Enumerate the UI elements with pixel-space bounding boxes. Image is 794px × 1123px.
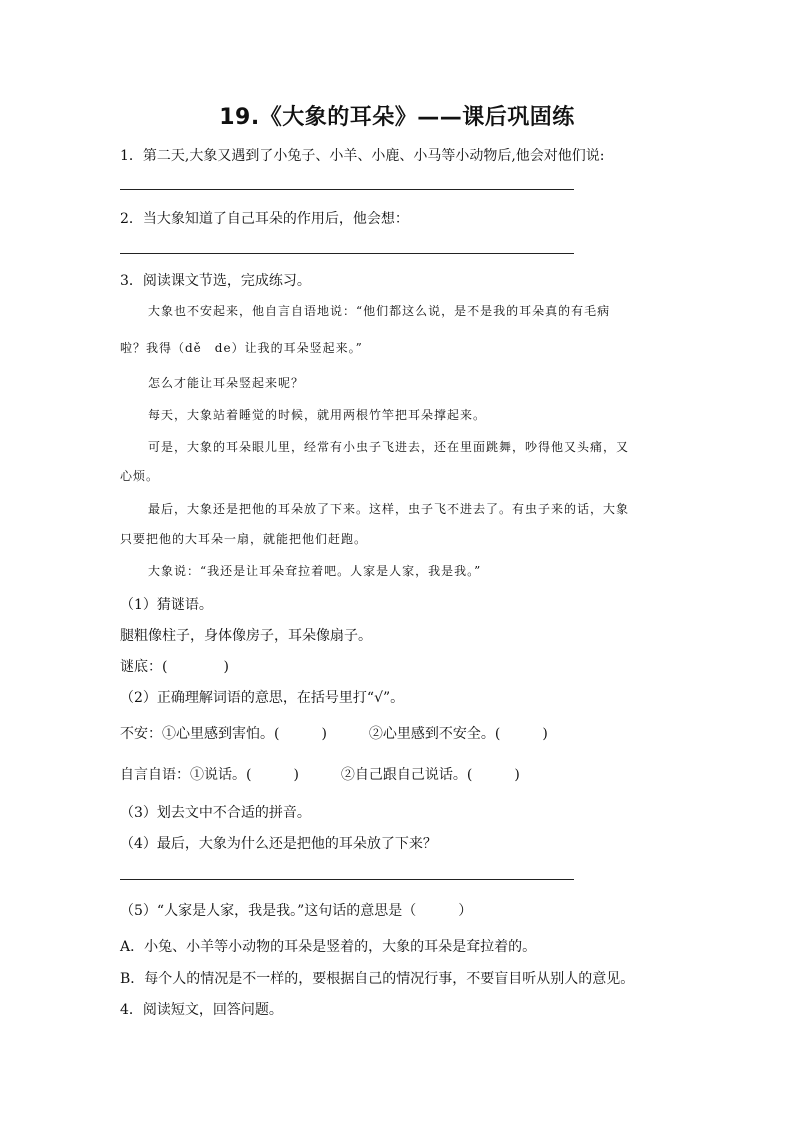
passage-paragraph-1-line-2: 啦？我得（dě de）让我的耳朵竖起来。” (120, 341, 363, 355)
word-meaning-row-ziyanziyu[interactable]: 自言自语：①说话。( ) ②自己跟自己说话。( ) (120, 767, 520, 783)
riddle-text: 腿粗像柱子，身体像房子，耳朵像扇子。 (120, 628, 372, 644)
answer-line-2[interactable] (120, 253, 574, 254)
word-meaning-row-buan[interactable]: 不安：①心里感到害怕。( ) ②心里感到不安全。( ) (120, 726, 548, 742)
sub-question-3: （3）划去文中不合适的拼音。 (120, 805, 311, 821)
passage-paragraph-4-line-2: 心烦。 (120, 469, 160, 483)
passage-paragraph-5-line-2: 只要把他的大耳朵一扇，就能把他们赶跑。 (120, 532, 368, 546)
answer-line-4[interactable] (120, 879, 574, 880)
sub-question-1-heading: （1）猜谜语。 (120, 597, 213, 613)
sub-question-2-heading: （2）正确理解词语的意思，在括号里打“√”。 (120, 690, 405, 706)
option-a[interactable]: A．小兔、小羊等小动物的耳朵是竖着的，大象的耳朵是耷拉着的。 (120, 939, 537, 955)
passage-paragraph-1-line-1: 大象也不安起来，他自言自语地说：“他们都这么说，是不是我的耳朵真的有毛病 (148, 304, 611, 318)
page-title: 19.《大象的耳朵》——课后巩固练 (219, 105, 575, 130)
question-2: 2．当大象知道了自己耳朵的作用后，他会想： (120, 211, 409, 227)
option-b[interactable]: B．每个人的情况是不一样的，要根据自己的情况行事，不要盲目听从别人的意见。 (120, 971, 635, 987)
answer-line-1[interactable] (120, 189, 574, 190)
riddle-answer[interactable]: 谜底：( ) (120, 659, 229, 675)
passage-paragraph-4-line-1: 可是，大象的耳朵眼儿里，经常有小虫子飞进去，还在里面跳舞，吵得他又头痛，又 (148, 440, 630, 454)
sub-question-5: （5）“人家是人家，我是我。”这句话的意思是（ ） (120, 903, 473, 919)
passage-paragraph-3: 每天，大象站着睡觉的时候，就用两根竹竿把耳朵撑起来。 (148, 408, 487, 422)
passage-paragraph-6: 大象说：“我还是让耳朵耷拉着吧。人家是人家，我是我。” (148, 564, 482, 578)
sub-question-4: （4）最后，大象为什么还是把他的耳朵放了下来？ (120, 836, 437, 852)
question-1: 1．第二天,大象又遇到了小兔子、小羊、小鹿、小马等小动物后,他会对他们说: (120, 148, 605, 164)
passage-paragraph-2: 怎么才能让耳朵竖起来呢？ (148, 376, 305, 390)
question-3: 3．阅读课文节选，完成练习。 (120, 273, 311, 289)
passage-paragraph-5-line-1: 最后，大象还是把他的耳朵放了下来。这样，虫子飞不进去了。有虫子来的话，大象 (148, 502, 630, 516)
question-4: 4．阅读短文，回答问题。 (120, 1002, 283, 1018)
